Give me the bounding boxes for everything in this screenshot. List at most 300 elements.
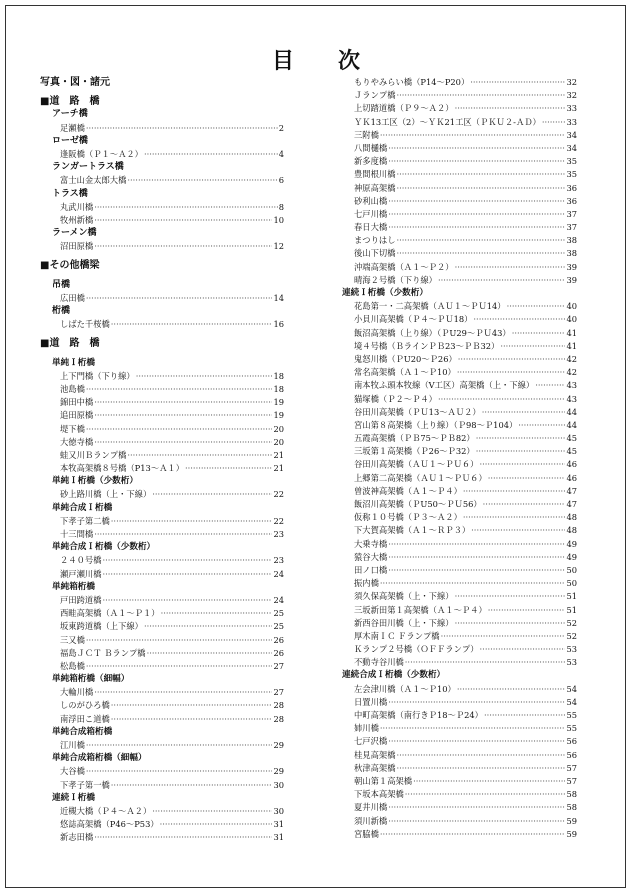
toc-entry-name: しばた千桜橋 (60, 319, 110, 330)
toc-entry-page: 50 (566, 578, 577, 589)
subcategory-heading: 単純合成箱桁橋（細幅） (52, 753, 147, 764)
toc-entry[interactable] (342, 234, 577, 247)
leader-dots (397, 749, 566, 762)
toc-entry-name: 瀬戸瀬川橋 (60, 568, 102, 579)
toc-entry-page: 37 (566, 222, 577, 233)
toc-entry[interactable] (342, 604, 577, 617)
toc-entry-page: 22 (273, 515, 284, 526)
toc-entry[interactable] (342, 788, 577, 801)
category-heading: アーチ橋 (52, 109, 88, 120)
leader-dots (518, 419, 565, 432)
toc-entry-name: 猫塚橋（Ｐ２～Ｐ４） (354, 393, 437, 404)
toc-entry-page: 39 (566, 261, 577, 272)
toc-entry-name: 鬼怒川橋（ＰU20～Ｐ26） (354, 353, 457, 364)
toc-entry[interactable] (342, 366, 577, 379)
toc-entry-name: 夏井川橋 (354, 802, 388, 813)
toc-entry-page: 48 (566, 512, 577, 523)
toc-entry-name: 追田原橋 (60, 410, 94, 421)
toc-entry-page: 59 (566, 828, 577, 839)
toc-entry[interactable] (342, 524, 577, 537)
toc-entry-page: 37 (566, 208, 577, 219)
leader-dots (127, 449, 272, 462)
leader-dots (397, 762, 566, 775)
leader-dots (185, 462, 272, 475)
toc-entry[interactable] (40, 370, 284, 383)
subcategory-heading: 単純合成Ｉ桁橋（少数桁） (52, 542, 156, 553)
toc-entry[interactable] (342, 815, 577, 828)
toc-entry-name: 後山下切橋 (354, 248, 396, 259)
toc-entry-name: 堤下橋 (60, 423, 85, 434)
toc-entry-page: 50 (566, 564, 577, 575)
toc-entry-name: 秋津高架橋 (354, 762, 396, 773)
toc-entry-page: 6 (278, 175, 284, 186)
toc-entry[interactable] (342, 208, 577, 221)
toc-entry[interactable] (40, 739, 284, 752)
toc-entry-name: 新志田橋 (60, 832, 94, 843)
toc-entry-page: 51 (566, 604, 577, 615)
toc-entry[interactable] (342, 538, 577, 551)
toc-entry-name: 晴海２号橋（下り線） (354, 274, 437, 285)
toc-entry-page: 29 (273, 766, 284, 777)
toc-entry[interactable] (40, 660, 284, 673)
toc-entry-name: 逢阪橋（Ｐ１～Ａ２） (60, 148, 143, 159)
toc-entry-name: 沖端高架橋（Ａ１～Ｐ２） (354, 261, 454, 272)
toc-entry-page: 54 (566, 696, 577, 707)
leader-dots (484, 709, 565, 722)
leader-dots (127, 174, 277, 187)
leader-dots (94, 528, 272, 541)
leader-dots (380, 577, 566, 590)
toc-entry[interactable] (342, 406, 577, 419)
toc-right-column (342, 76, 577, 841)
toc-entry-name: しのがひろ橋 (60, 700, 110, 711)
toc-entry-page: 19 (273, 397, 284, 408)
category-heading: ラーメン橋 (52, 228, 97, 239)
leader-dots (94, 831, 272, 844)
leader-dots (147, 647, 273, 660)
toc-entry[interactable] (40, 831, 284, 844)
toc-entry-page: 47 (566, 485, 577, 496)
leader-dots (94, 396, 272, 409)
leader-dots (441, 630, 566, 643)
leader-dots (388, 538, 565, 551)
toc-entry-name: 松島橋 (60, 660, 85, 671)
toc-entry-page: 34 (566, 142, 577, 153)
leader-dots (512, 327, 566, 340)
leader-dots (86, 423, 273, 436)
toc-entry[interactable] (342, 643, 577, 656)
toc-entry-name: 不動寺谷川橋 (354, 657, 404, 668)
toc-entry[interactable] (342, 261, 577, 274)
leader-dots (455, 102, 566, 115)
toc-entry-name: 下大賀高架橋（Ａ１～ＲＰ３） (354, 525, 471, 536)
toc-entry-name: 姉川橋 (354, 723, 379, 734)
leader-dots (111, 699, 273, 712)
toc-entry-name: 七戸川橋 (354, 208, 388, 219)
toc-entry-page: 46 (566, 472, 577, 483)
toc-entry[interactable] (40, 318, 284, 331)
leader-dots (473, 313, 565, 326)
subcategory-heading: 連続Ｉ桁橋 (52, 792, 95, 803)
toc-entry[interactable] (342, 89, 577, 102)
toc-entry[interactable] (342, 801, 577, 814)
toc-entry-page: 21 (273, 463, 284, 474)
toc-entry[interactable] (40, 396, 284, 409)
toc-entry[interactable] (342, 116, 577, 129)
toc-entry-name: 大谷橋 (60, 766, 85, 777)
toc-entry-name: 砂利山橋 (354, 195, 388, 206)
toc-entry-page: 33 (566, 103, 577, 114)
toc-entry[interactable] (40, 214, 284, 227)
subcategory-heading: 単純Ｉ桁橋 (52, 357, 95, 368)
toc-entry[interactable] (342, 300, 577, 313)
toc-entry-page: 49 (566, 551, 577, 562)
toc-entry-name: 足瀬橋 (60, 122, 85, 133)
toc-entry-name: 坂東跨道橋（上下線） (60, 621, 143, 632)
toc-entry-name: 沼田原橋 (60, 241, 94, 252)
toc-entry-page: 41 (566, 340, 577, 351)
toc-entry[interactable] (40, 240, 284, 253)
leader-dots (103, 568, 273, 581)
leader-dots (397, 89, 566, 102)
toc-entry-page: 38 (566, 235, 577, 246)
toc-entry[interactable] (40, 449, 284, 462)
toc-entry-page: 53 (566, 657, 577, 668)
toc-entry[interactable] (40, 122, 284, 135)
leader-dots (94, 240, 272, 253)
toc-entry-page: 54 (566, 683, 577, 694)
toc-entry-name: 小貝川高架橋（Ｐ４～ＰＵ18） (354, 314, 473, 325)
toc-entry-name: 曽波神高架橋（Ａ１～Ｐ４） (354, 485, 462, 496)
toc-entry-page: 57 (566, 775, 577, 786)
leader-dots (483, 498, 566, 511)
leader-dots (111, 318, 273, 331)
toc-entry[interactable] (342, 485, 577, 498)
toc-entry-page: 20 (273, 436, 284, 447)
toc-entry[interactable] (342, 551, 577, 564)
toc-entry[interactable] (342, 142, 577, 155)
toc-entry[interactable] (342, 590, 577, 603)
toc-entry[interactable] (342, 472, 577, 485)
toc-entry[interactable] (342, 76, 577, 89)
toc-entry-page: 46 (566, 459, 577, 470)
toc-entry[interactable] (342, 393, 577, 406)
toc-entry[interactable] (342, 102, 577, 115)
toc-entry-page: 56 (566, 736, 577, 747)
toc-entry[interactable] (342, 656, 577, 669)
toc-entry-name: 飯沼高架橋（上り線）（ＰU29～ＰＵ43） (354, 327, 511, 338)
leader-dots (86, 122, 278, 135)
toc-entry-page: 16 (273, 319, 284, 330)
toc-entry-page: 35 (566, 169, 577, 180)
toc-entry-name: 春日大橋 (354, 222, 388, 233)
leader-dots (111, 713, 273, 726)
toc-entry[interactable] (40, 201, 284, 214)
toc-entry[interactable] (40, 779, 284, 792)
toc-entry-name: 福島ＪＣＴ Ｂランプ橋 (60, 647, 146, 658)
toc-entry[interactable] (342, 683, 577, 696)
toc-entry[interactable] (40, 568, 284, 581)
toc-entry[interactable] (342, 379, 577, 392)
toc-entry[interactable] (40, 634, 284, 647)
toc-entry[interactable] (40, 699, 284, 712)
leader-dots (397, 234, 566, 247)
leader-dots (86, 292, 273, 305)
toc-entry[interactable] (342, 445, 577, 458)
leader-dots (161, 607, 273, 620)
leader-dots (476, 445, 566, 458)
toc-entry[interactable] (342, 762, 577, 775)
toc-entry-name: 大徳寺橋 (60, 436, 94, 447)
toc-entry-name: 宮脇橋 (354, 828, 379, 839)
toc-entry-page: 26 (273, 647, 284, 658)
toc-entry[interactable] (40, 818, 284, 831)
page-title (0, 44, 634, 75)
toc-entry-name: 江川橋 (60, 740, 85, 750)
leader-dots (463, 485, 566, 498)
toc-entry-name: 上下門橋（下り線） (60, 370, 135, 381)
leader-dots (397, 247, 566, 260)
toc-entry-name: 桂見高架橋 (354, 749, 396, 760)
toc-entry[interactable] (40, 647, 284, 660)
leader-dots (457, 683, 566, 696)
leader-dots (388, 696, 565, 709)
subcategory-heading: 単純Ｉ桁橋（少数桁） (52, 476, 138, 487)
toc-entry-page: 45 (566, 433, 577, 444)
toc-entry-name: 上切踏道橋（Ｐ９～Ａ２） (354, 103, 454, 114)
toc-entry-name: 中町高架橋（南行きＰ18～Ｐ24） (354, 710, 483, 720)
toc-entry-name: 富士山金太郎大橋 (60, 175, 127, 186)
toc-entry[interactable] (40, 409, 284, 422)
toc-entry[interactable] (40, 594, 284, 607)
toc-entry-page: 51 (566, 591, 577, 602)
toc-entry[interactable] (342, 247, 577, 260)
toc-entry-name: 五霞高架橋（ＰＢ75～ＰＢ82） (354, 433, 475, 444)
toc-entry-page: 58 (566, 789, 577, 800)
leader-dots (500, 340, 565, 353)
leader-dots (542, 116, 566, 129)
toc-entry[interactable] (342, 221, 577, 234)
section-heading: ■道 路 橋 (40, 338, 100, 350)
toc-entry-page: 42 (566, 353, 577, 364)
toc-entry-name: 三坂第１高架橋（Ｐ26～Ｐ32） (354, 446, 475, 457)
leader-dots (136, 370, 273, 383)
toc-entry-name: 八間樋橋 (354, 142, 388, 153)
toc-entry-page: 59 (566, 815, 577, 826)
toc-entry[interactable] (40, 713, 284, 726)
toc-entry-name: まつりはし (354, 235, 396, 246)
leader-dots (463, 511, 566, 524)
toc-left-column (40, 76, 284, 845)
leader-dots (438, 393, 565, 406)
toc-entry-name: 新多度橋 (354, 156, 388, 167)
leader-dots (103, 554, 273, 567)
toc-entry[interactable] (40, 423, 284, 436)
leader-dots (103, 594, 273, 607)
leader-dots (455, 261, 566, 274)
toc-entry[interactable] (40, 554, 284, 567)
leader-dots (388, 142, 565, 155)
toc-entry[interactable] (342, 195, 577, 208)
toc-entry-name: 谷田川高架橋（ＡＵ１～ＰＵ６） (354, 459, 479, 470)
toc-entry[interactable] (40, 292, 284, 305)
leader-dots (388, 195, 565, 208)
toc-entry-name: 本牧高架橋８号橋（P13～Ａ１） (60, 463, 185, 474)
toc-entry[interactable] (342, 577, 577, 590)
toc-entry[interactable] (342, 564, 577, 577)
toc-entry[interactable] (342, 340, 577, 353)
toc-entry[interactable] (342, 498, 577, 511)
subcategory-heading: 単純合成Ｉ桁橋 (52, 502, 113, 513)
leader-dots (144, 148, 278, 161)
leader-dots (405, 656, 566, 669)
toc-entry[interactable] (342, 749, 577, 762)
toc-entry-name: 日置川橋 (354, 696, 388, 707)
leader-dots (471, 524, 565, 537)
toc-entry-page: 28 (273, 700, 284, 711)
toc-entry-page: 48 (566, 525, 577, 536)
toc-entry-name: 大乗寺橋 (354, 538, 388, 549)
toc-entry[interactable] (342, 182, 577, 195)
leader-dots (388, 155, 565, 168)
toc-entry[interactable] (40, 620, 284, 633)
toc-entry[interactable] (342, 419, 577, 432)
toc-entry-name: 厚木南ＩＣ Ｆランプ橋 (354, 630, 440, 641)
toc-entry-name: 下坂本高架橋 (354, 789, 404, 800)
toc-entry-name: 悠誌高架橋（P46～P53） (60, 819, 159, 830)
toc-entry-name: 境４号橋（ＢラインＰＢ23～ＰＢ32） (354, 340, 500, 351)
leader-dots (405, 788, 566, 801)
toc-entry-page: 26 (273, 634, 284, 645)
toc-entry-page: 25 (273, 621, 284, 632)
toc-entry-name: 三附橋 (354, 129, 379, 140)
toc-entry-page: 44 (566, 406, 577, 417)
toc-entry-name: 十三間橋 (60, 529, 94, 539)
toc-entry-page: 35 (566, 156, 577, 167)
category-heading: 桁橋 (52, 306, 71, 316)
toc-entry-name: 大輪川橋 (60, 687, 94, 698)
toc-entry-page: 58 (566, 802, 577, 813)
toc-entry-page: 12 (273, 241, 284, 252)
toc-entry[interactable] (40, 528, 284, 541)
toc-entry[interactable] (342, 696, 577, 709)
toc-entry[interactable] (342, 129, 577, 142)
toc-entry[interactable] (342, 327, 577, 340)
toc-entry[interactable] (342, 353, 577, 366)
toc-entry-page: 33 (566, 116, 577, 127)
toc-entry[interactable] (342, 274, 577, 287)
toc-entry[interactable] (342, 432, 577, 445)
leader-dots (380, 828, 566, 841)
toc-entry[interactable] (342, 630, 577, 643)
toc-entry-page: 34 (566, 129, 577, 140)
leader-dots (388, 551, 565, 564)
toc-entry[interactable] (342, 709, 577, 722)
toc-entry-name: 七戸沢橋 (354, 736, 388, 747)
toc-entry[interactable] (342, 155, 577, 168)
toc-entry-page: 43 (566, 380, 577, 391)
leader-dots (86, 383, 273, 396)
toc-entry-name: 南浮田こ道橋 (60, 713, 110, 724)
toc-entry-name: 猿谷大橋 (354, 551, 388, 562)
subcategory-heading: 単純合成箱桁橋 (52, 726, 113, 737)
leader-dots (152, 805, 272, 818)
toc-entry[interactable] (342, 458, 577, 471)
leader-dots (455, 617, 566, 630)
toc-entry-name: Ｊランプ橋 (354, 90, 396, 101)
toc-entry-page: 41 (566, 327, 577, 338)
leader-dots (86, 660, 273, 673)
toc-entry-name: 砂上路川橋（上・下線） (60, 489, 152, 500)
toc-entry-page: 40 (566, 301, 577, 312)
leader-dots (470, 76, 565, 89)
toc-entry-name: 下孝子第二橋 (60, 515, 110, 526)
toc-entry[interactable] (40, 765, 284, 778)
toc-entry-name: Ｋランプ２号橋（ＯＦＦランプ） (354, 644, 479, 655)
toc-entry-page: 43 (566, 393, 577, 404)
leader-dots (488, 472, 566, 485)
toc-entry[interactable] (40, 436, 284, 449)
toc-entry[interactable] (40, 607, 284, 620)
toc-entry[interactable] (40, 462, 284, 475)
toc-entry-name: 花島第一・二高架橋（ＡＵ１～ＰＵ14） (354, 301, 506, 312)
toc-entry-page: 25 (273, 608, 284, 619)
toc-entry-page: 47 (566, 499, 577, 509)
toc-entry[interactable] (342, 168, 577, 181)
toc-entry-name: 神原高架橋 (354, 182, 396, 193)
toc-entry-name: 錦田中橋 (60, 397, 94, 408)
leader-dots (86, 634, 273, 647)
leader-dots (438, 274, 565, 287)
toc-entry[interactable] (342, 775, 577, 788)
toc-entry[interactable] (342, 722, 577, 735)
leader-dots (480, 643, 566, 656)
leader-dots (479, 458, 565, 471)
leader-dots (94, 436, 272, 449)
toc-entry-name: 牧州新橋 (60, 214, 94, 225)
toc-entry[interactable] (342, 511, 577, 524)
toc-entry-page: 31 (273, 819, 284, 830)
leader-dots (380, 722, 566, 735)
toc-entry[interactable] (40, 515, 284, 528)
toc-entry[interactable] (342, 828, 577, 841)
toc-entry-page: 21 (273, 449, 284, 460)
toc-entry[interactable] (342, 735, 577, 748)
toc-entry-name: ＹＫ13工区（2）～ＹＫ21工区（ＰＫＵ２-ＡＤ） (354, 116, 541, 127)
toc-entry-name: 三坂新田第１高架橋（Ａ１～Ｐ４） (354, 604, 487, 615)
toc-entry[interactable] (40, 805, 284, 818)
toc-entry-page: 30 (273, 779, 284, 790)
toc-entry-page: 45 (566, 446, 577, 457)
leader-dots (144, 620, 272, 633)
toc-entry[interactable] (40, 174, 284, 187)
toc-entry-page: 4 (278, 148, 284, 159)
toc-entry[interactable] (40, 148, 284, 161)
toc-entry-page: 18 (273, 370, 284, 381)
toc-entry[interactable] (40, 383, 284, 396)
subcategory-heading: 連続合成Ｉ桁橋（少数桁） (342, 670, 446, 681)
toc-entry[interactable] (40, 488, 284, 501)
toc-entry-name: 池島橋 (60, 383, 85, 394)
toc-entry[interactable] (40, 686, 284, 699)
subcategory-heading: 単純箱桁橋 (52, 581, 95, 592)
toc-entry-name: 三又橋 (60, 634, 85, 645)
subcategory-heading: 単純箱桁橋（細幅） (52, 674, 130, 685)
toc-entry[interactable] (342, 313, 577, 326)
toc-entry-page: 10 (273, 214, 284, 225)
toc-entry[interactable] (342, 617, 577, 630)
toc-entry-name: 常名高架橋（Ａ１～Ｐ10） (354, 367, 456, 378)
